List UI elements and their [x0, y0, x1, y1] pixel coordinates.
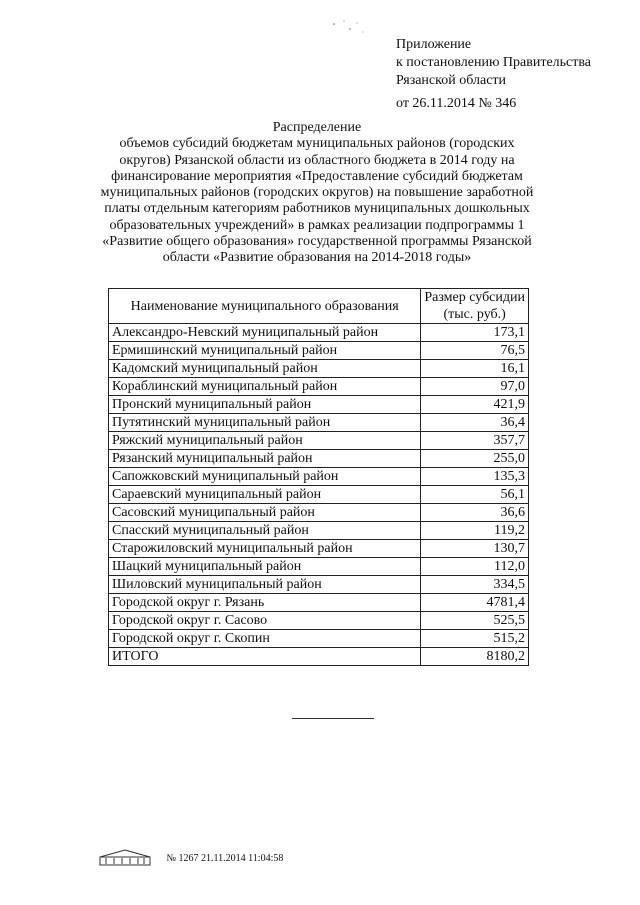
total-row — [109, 648, 529, 666]
row-amount: 357,7 — [421, 432, 529, 450]
document-title — [100, 120, 534, 267]
table-row — [109, 450, 529, 468]
header-amount — [421, 289, 529, 324]
row-name: Старожиловский муниципальный район — [109, 540, 421, 558]
row-name: Сараевский муниципальный район — [109, 486, 421, 504]
registration-number: № 1267 21.11.2014 11:04:58 — [166, 852, 284, 864]
row-name: Пронский муниципальный район — [109, 396, 421, 414]
title-heading: Распределение — [272, 120, 362, 135]
row-amount: 515,2 — [421, 630, 529, 648]
row-amount: 56,1 — [421, 486, 529, 504]
header-amount-line-1: Размер субсидии — [424, 290, 525, 305]
table-row — [109, 594, 529, 612]
total-label: ИТОГО — [109, 648, 421, 666]
appendix-line-3: Рязанской области — [396, 73, 507, 88]
row-amount: 76,5 — [421, 342, 529, 360]
row-amount: 112,0 — [421, 558, 529, 576]
table-row — [109, 396, 529, 414]
row-name: Городской округ г. Рязань — [109, 594, 421, 612]
row-name: Путятинский муниципальный район — [109, 414, 421, 432]
row-name: Шиловский муниципальный район — [109, 576, 421, 594]
header-amount-line-2: (тыс. руб.) — [443, 307, 506, 322]
table-row — [109, 486, 529, 504]
row-amount: 421,9 — [421, 396, 529, 414]
row-name: Спасский муниципальный район — [109, 522, 421, 540]
table-row — [109, 432, 529, 450]
table-header-row — [109, 289, 529, 324]
table-row — [109, 612, 529, 630]
row-amount: 130,7 — [421, 540, 529, 558]
row-name: Сапожковский муниципальный район — [109, 468, 421, 486]
row-name: Городской округ г. Скопин — [109, 630, 421, 648]
title-body: объемов субсидий бюджетам муниципальных районов (городских округов) Рязанской области из областного бюджета в 2014 году на финансирование мероприятия «Предоставление субсидий бюджетам муниципальных районов (городских округов) на повышение заработной платы отдельным категориям работников муниципальных дошкольных образовательных учреждений» в рамках реализации подпрограммы 1 «Развитие общего образования» государственной программы Рязанской области «Развитие образования на 2014-2018 годы» — [100, 136, 534, 266]
row-name: Ряжский муниципальный район — [109, 432, 421, 450]
row-amount: 4781,4 — [421, 594, 529, 612]
header-name: Наименование муниципального образования — [109, 289, 421, 324]
appendix-line-1: Приложение — [396, 37, 472, 52]
table-row — [109, 378, 529, 396]
total-amount: 8180,2 — [421, 648, 529, 666]
row-amount: 135,3 — [421, 468, 529, 486]
order-number: от 26.11.2014 № 346 — [396, 96, 517, 111]
row-amount: 97,0 — [421, 378, 529, 396]
divider-line — [292, 718, 374, 719]
table-row — [109, 630, 529, 648]
table-row — [109, 558, 529, 576]
row-name: Кораблинский муниципальный район — [109, 378, 421, 396]
row-amount: 334,5 — [421, 576, 529, 594]
appendix-block — [396, 36, 591, 90]
table-row — [109, 360, 529, 378]
row-amount: 36,4 — [421, 414, 529, 432]
table-row — [109, 540, 529, 558]
row-name: Сасовский муниципальный район — [109, 504, 421, 522]
scan-specks — [330, 18, 370, 43]
table-row — [109, 504, 529, 522]
row-name: Городской округ г. Сасово — [109, 612, 421, 630]
table-row — [109, 468, 529, 486]
table-row — [109, 576, 529, 594]
row-amount: 255,0 — [421, 450, 529, 468]
table-row — [109, 324, 529, 342]
row-amount: 119,2 — [421, 522, 529, 540]
row-amount: 525,5 — [421, 612, 529, 630]
row-amount: 36,6 — [421, 504, 529, 522]
row-name: Шацкий муниципальный район — [109, 558, 421, 576]
row-amount: 16,1 — [421, 360, 529, 378]
office-stamp-icon — [98, 848, 154, 868]
table-row — [109, 522, 529, 540]
table-row — [109, 342, 529, 360]
row-amount: 173,1 — [421, 324, 529, 342]
appendix-line-2: к постановлению Правительства — [396, 55, 592, 70]
row-name: Кадомский муниципальный район — [109, 360, 421, 378]
subsidy-table — [108, 288, 529, 666]
row-name: Рязанский муниципальный район — [109, 450, 421, 468]
row-name: Ермишинский муниципальный район — [109, 342, 421, 360]
row-name: Александро-Невский муниципальный район — [109, 324, 421, 342]
footer-registration — [98, 848, 283, 868]
table-row — [109, 414, 529, 432]
